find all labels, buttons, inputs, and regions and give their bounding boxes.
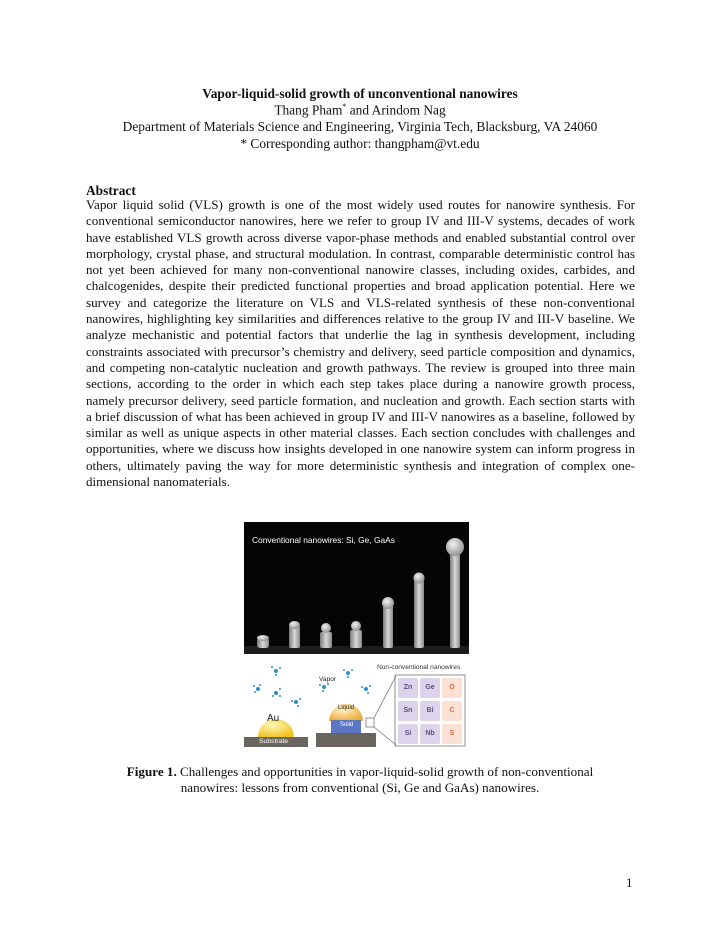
abstract-heading: Abstract	[86, 183, 136, 198]
micrograph-label: Conventional nanowires: Si, Ge, GaAs	[252, 535, 395, 545]
caption-line-2: nanowires: lessons from conventional (Si, Ge and GaAs) nanowires.	[180, 780, 540, 795]
abstract-text: Vapor liquid solid (VLS) growth is one of the most widely used routes for nanowire synthesis. For conventional semiconductor nanowires, here we refer to group IV and III-V systems, decades of work have established VLS growth across diverse vapor-phase methods and enabled substantial control over morphology, crystal phase, and structural modulation. In contrast, comparable deterministic control has not yet been achieved for many non-conventional nanowire classes, including oxides, carbides, and chalcogenides, despite their predicted functional properties and broad application potential. Here we survey and categorize the literature on VLS and VLS-related synthesis of these non-conventional nanowires, highlighting key similarities and differences relative to the group IV and III-V baseline. We analyze mechanistic and potential factors that underlie the lag in synthesis development, including constraints associated with precursor’s chemistry and delivery, seed particle composition and dynamics, and competing non-catalytic nucleation and growth pathways. The review is grouped into three main sections, according to the order in which each step takes place during a nanowire growth process, namely precursor delivery, seed particle formation, and nucleation and growth. Each section starts with a brief discussion of what has been achieved in group IV and III-V nanowires as a baseline, followed by similar as well as unique aspects in other material classes. Each section concludes with challenges and opportunities, where we discuss how insights developed in one nanowire system can inform progress in others, ultimately paving the way for more deterministic synthesis and integration of complex one-dimensional nanomaterials.	[86, 197, 635, 490]
nanowire-micrograph	[244, 522, 469, 654]
element-cell: S	[442, 724, 462, 744]
element-cell: Bi	[420, 701, 440, 721]
paper-title: Vapor-liquid-solid growth of unconventional nanowires	[202, 86, 518, 101]
author-line	[0, 102, 720, 118]
author-nag: and Arindom Nag	[346, 102, 446, 118]
element-grid	[396, 676, 464, 745]
page-number: 1	[626, 875, 633, 890]
vapor-molecules-left	[253, 666, 301, 707]
solid-label: Solid	[340, 722, 354, 728]
vls-schematic	[240, 659, 480, 749]
substrate-label: Substrate	[259, 738, 289, 745]
caption-line-1	[0, 764, 720, 780]
caption-label: Figure 1.	[126, 764, 177, 779]
caption-text-1: Challenges and opportunities in vapor-liquid-solid growth of non-conventional	[176, 764, 594, 779]
liquid-label: Liquid	[338, 705, 355, 711]
element-cell: C	[442, 701, 462, 721]
au-label: Au	[267, 713, 280, 724]
vapor-label: Vapor	[319, 676, 337, 683]
element-cell: Zn	[398, 678, 418, 698]
element-cell: Si	[398, 724, 418, 744]
affiliation: Department of Materials Science and Engineering, Virginia Tech, Blacksburg, VA 24060	[122, 119, 598, 134]
author-pham: Thang Pham	[274, 102, 343, 118]
substrate-bar-2	[316, 733, 376, 747]
figure-1	[240, 521, 480, 749]
element-cell: Sn	[398, 701, 418, 721]
nonconventional-label: Non-conventional nanowires	[377, 664, 461, 671]
corresponding-mark: *	[342, 102, 347, 111]
element-cell: Ge	[420, 678, 440, 698]
element-cell: O	[442, 678, 462, 698]
corresponding-author: * Corresponding author: thangpham@vt.edu	[240, 136, 480, 151]
element-cell: Nb	[420, 724, 440, 744]
figure-caption	[0, 764, 720, 796]
